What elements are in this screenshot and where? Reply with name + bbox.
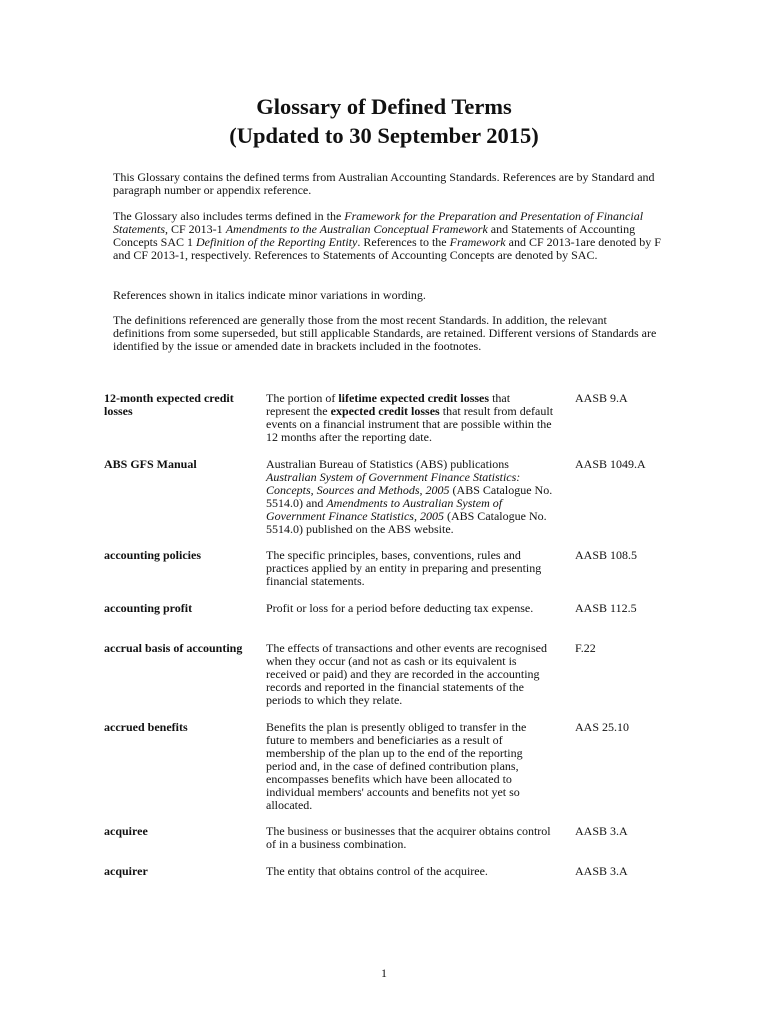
entry-term: accounting policies <box>104 548 202 562</box>
entry-definition: The specific principles, bases, conventions, rules and practices applied by an entity in preparing and presenting financial statements. <box>266 548 542 588</box>
entry-reference: AASB 1049.A <box>575 457 646 471</box>
title-line-1: Glossary of Defined Terms <box>256 94 512 119</box>
entry-definition: The business or businesses that the acquirer obtains control of in a business combination. <box>266 824 551 851</box>
entry-reference: F.22 <box>575 641 596 655</box>
entry-definition: Australian Bureau of Statistics (ABS) publications Australian System of Government Finance Statistics: Concepts, Sources and Methods, 2005 (ABS Catalogue No. 5514.0) and Amendments to Australian System of Government Finance Statistics, 2005 (ABS Catalogue No. 5514.0) published on the ABS website. <box>266 457 553 536</box>
entry-reference: AASB 3.A <box>575 824 628 838</box>
page-number: 1 <box>381 966 387 980</box>
entry-reference: AASB 3.A <box>575 864 628 878</box>
entry-definition: Profit or loss for a period before deducting tax expense. <box>266 601 534 615</box>
entry-term: ABS GFS Manual <box>104 457 197 471</box>
entry-term: accrual basis of accounting <box>104 641 243 655</box>
entry-definition: Benefits the plan is presently obliged to transfer in the future to members and beneficiaries as a result of membership of the plan up to the end of the reporting period and, in the case of defined contribution plans, encompasses benefits which have been allocated to individual members' accounts and benefits not yet so allocated. <box>266 720 527 812</box>
intro-paragraph-3: References shown in italics indicate minor variations in wording. <box>113 288 426 302</box>
entry-term: accounting profit <box>104 601 193 615</box>
intro-paragraph-1: This Glossary contains the defined terms from Australian Accounting Standards. References are by Standard and paragraph number or appendix reference. <box>113 170 655 197</box>
entry-reference: AASB 9.A <box>575 391 628 405</box>
entry-reference: AASB 112.5 <box>575 601 637 615</box>
intro-paragraph-2: The Glossary also includes terms defined in the Framework for the Preparation and Presentation of Financial Statements, CF 2013-1 Amendments to the Australian Conceptual Framework and Statements of Accounting Concepts SAC 1 Definition of the Reporting Entity. References to the Framework and CF 2013-1are denoted by F and CF 2013-1, respectively. References to Statements of Accounting Concepts are denoted by SAC. <box>113 209 661 262</box>
entry-term: acquiree <box>104 824 148 838</box>
entry-definition: The entity that obtains control of the acquiree. <box>266 864 488 878</box>
entry-reference: AASB 108.5 <box>575 548 638 562</box>
title-line-2: (Updated to 30 September 2015) <box>229 123 539 148</box>
entry-definition: The effects of transactions and other events are recognised when they occur (and not as cash or its equivalent is received or paid) and they are recorded in the accounting records and reported in the financial statements of the periods to which they relate. <box>266 641 547 707</box>
entry-reference: AAS 25.10 <box>575 720 630 734</box>
entry-term: 12-month expected credit losses <box>104 391 234 418</box>
intro-paragraph-4: The definitions referenced are generally those from the most recent Standards. In addition, the relevant definitions from some superseded, but still applicable Standards, are retained. Different versions of Standards are identified by the issue or amended date in brackets included in the footnotes. <box>113 313 657 353</box>
entry-definition: The portion of lifetime expected credit losses that represent the expected credit losses that result from default events on a financial instrument that are possible within the 12 months after the reporting date. <box>266 391 554 444</box>
entry-term: accrued benefits <box>104 720 188 734</box>
page-title <box>0 92 768 150</box>
entry-term: acquirer <box>104 864 148 878</box>
